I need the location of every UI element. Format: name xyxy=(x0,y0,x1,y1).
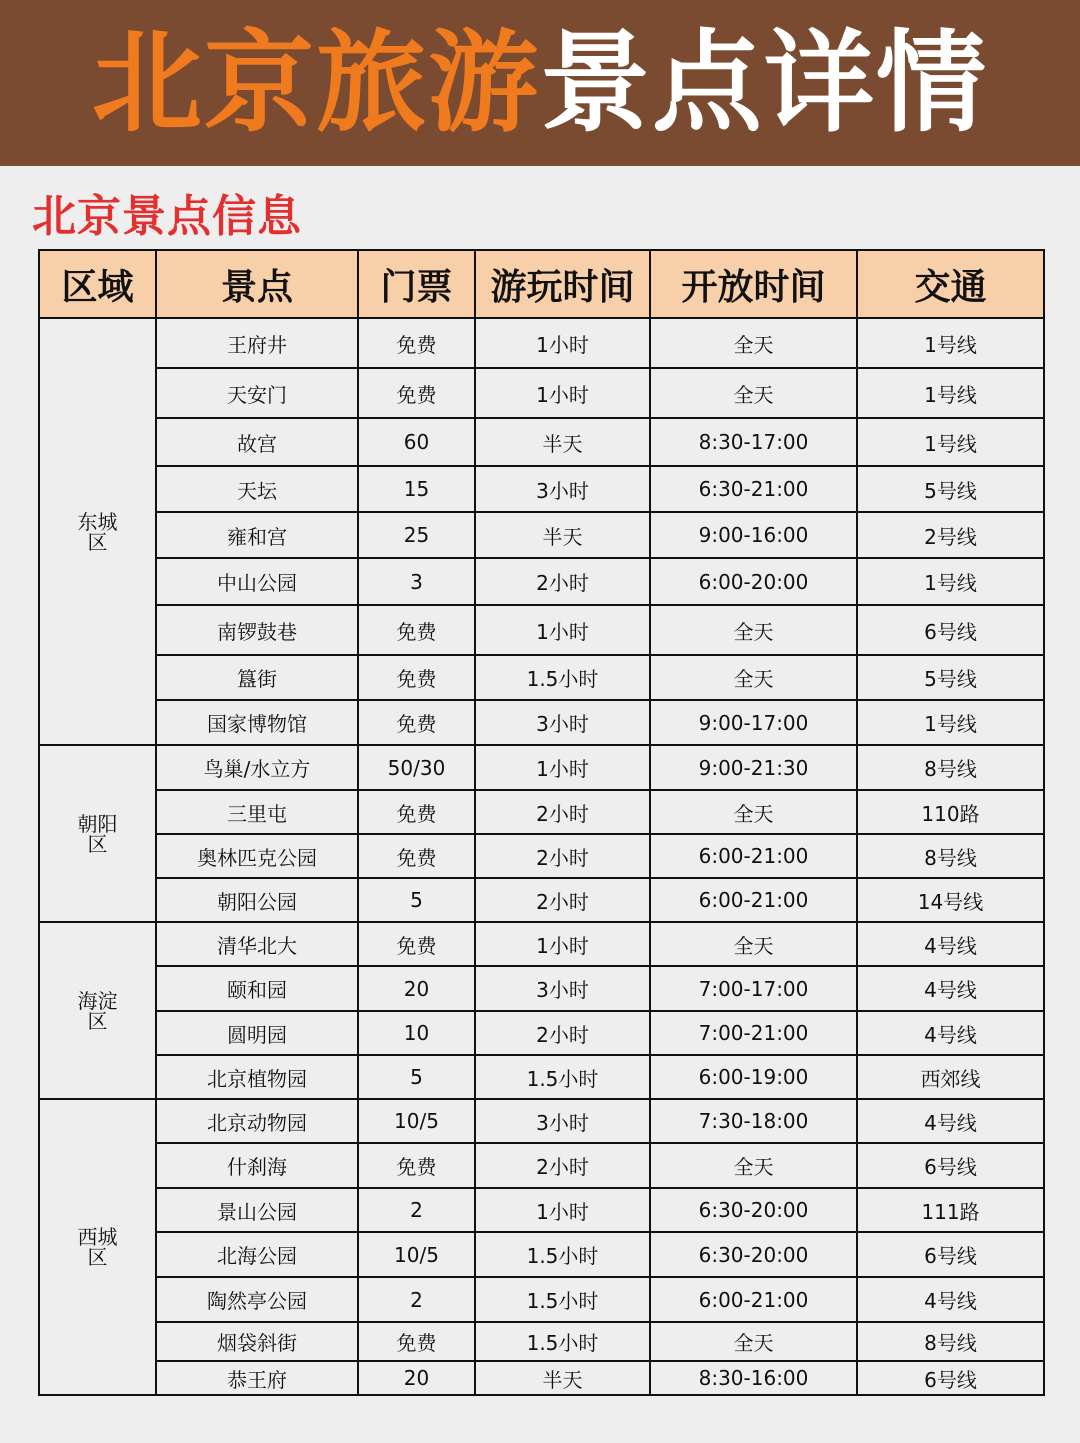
cell-attraction: 雍和宫 xyxy=(156,512,358,558)
cell-ticket: 2 xyxy=(358,1188,475,1232)
cell-ticket: 3 xyxy=(358,558,475,605)
cell-ticket: 5 xyxy=(358,878,475,922)
table-row xyxy=(39,1188,1044,1232)
cell-opening-hours: 8:30-17:00 xyxy=(650,418,857,466)
cell-transport: 8号线 xyxy=(857,1322,1044,1361)
cell-visit-duration: 1.5小时 xyxy=(475,1277,650,1322)
cell-opening-hours: 全天 xyxy=(650,368,857,418)
cell-attraction: 恭王府 xyxy=(156,1361,358,1395)
table-row xyxy=(39,318,1044,368)
cell-attraction: 北京动物园 xyxy=(156,1099,358,1143)
cell-transport: 8号线 xyxy=(857,834,1044,878)
cell-opening-hours: 9:00-21:30 xyxy=(650,745,857,790)
cell-opening-hours: 全天 xyxy=(650,318,857,368)
cell-ticket: 免费 xyxy=(358,655,475,700)
cell-ticket: 免费 xyxy=(358,1322,475,1361)
cell-transport: 1号线 xyxy=(857,700,1044,745)
cell-opening-hours: 8:30-16:00 xyxy=(650,1361,857,1395)
cell-transport: 111路 xyxy=(857,1188,1044,1232)
cell-visit-duration: 2小时 xyxy=(475,558,650,605)
cell-transport: 1号线 xyxy=(857,418,1044,466)
region-label: 东城区 xyxy=(77,509,118,554)
table-body xyxy=(39,318,1044,1395)
cell-ticket: 20 xyxy=(358,966,475,1011)
cell-visit-duration: 3小时 xyxy=(475,1099,650,1143)
cell-opening-hours: 7:30-18:00 xyxy=(650,1099,857,1143)
cell-visit-duration: 3小时 xyxy=(475,466,650,512)
cell-ticket: 免费 xyxy=(358,834,475,878)
cell-ticket: 10/5 xyxy=(358,1232,475,1277)
cell-visit-duration: 1小时 xyxy=(475,1188,650,1232)
cell-opening-hours: 6:00-20:00 xyxy=(650,558,857,605)
cell-transport: 1号线 xyxy=(857,558,1044,605)
attractions-table xyxy=(38,249,1045,1396)
cell-ticket: 20 xyxy=(358,1361,475,1395)
cell-ticket: 免费 xyxy=(358,922,475,966)
table-row xyxy=(39,605,1044,655)
region-label: 西城区 xyxy=(77,1225,118,1269)
title-banner xyxy=(0,0,1080,166)
cell-opening-hours: 6:00-19:00 xyxy=(650,1055,857,1099)
cell-opening-hours: 全天 xyxy=(650,922,857,966)
cell-attraction: 北海公园 xyxy=(156,1232,358,1277)
table-row xyxy=(39,368,1044,418)
table-row xyxy=(39,1055,1044,1099)
cell-visit-duration: 1小时 xyxy=(475,368,650,418)
cell-transport: 6号线 xyxy=(857,1232,1044,1277)
table-row xyxy=(39,1232,1044,1277)
table-row xyxy=(39,466,1044,512)
cell-attraction: 中山公园 xyxy=(156,558,358,605)
cell-attraction: 三里屯 xyxy=(156,790,358,834)
cell-ticket: 免费 xyxy=(358,700,475,745)
cell-opening-hours: 全天 xyxy=(650,1322,857,1361)
cell-visit-duration: 1.5小时 xyxy=(475,1055,650,1099)
cell-ticket: 免费 xyxy=(358,368,475,418)
cell-ticket: 25 xyxy=(358,512,475,558)
cell-opening-hours: 6:30-21:00 xyxy=(650,466,857,512)
cell-opening-hours: 7:00-17:00 xyxy=(650,966,857,1011)
cell-transport: 1号线 xyxy=(857,318,1044,368)
cell-visit-duration: 3小时 xyxy=(475,966,650,1011)
cell-region xyxy=(39,745,156,922)
cell-transport: 5号线 xyxy=(857,466,1044,512)
table-row xyxy=(39,745,1044,790)
cell-ticket: 免费 xyxy=(358,605,475,655)
cell-opening-hours: 全天 xyxy=(650,1143,857,1188)
table-row xyxy=(39,1011,1044,1055)
cell-ticket: 5 xyxy=(358,1055,475,1099)
cell-visit-duration: 3小时 xyxy=(475,700,650,745)
cell-region xyxy=(39,922,156,1099)
cell-transport: 4号线 xyxy=(857,922,1044,966)
cell-ticket: 10 xyxy=(358,1011,475,1055)
cell-transport: 4号线 xyxy=(857,1011,1044,1055)
cell-ticket: 2 xyxy=(358,1277,475,1322)
cell-attraction: 朝阳公园 xyxy=(156,878,358,922)
table-header-row xyxy=(39,250,1044,318)
table-row xyxy=(39,922,1044,966)
table-row xyxy=(39,790,1044,834)
page-title-part1: 北京旅游 xyxy=(92,19,540,147)
table-row xyxy=(39,418,1044,466)
cell-attraction: 景山公园 xyxy=(156,1188,358,1232)
cell-visit-duration: 1小时 xyxy=(475,745,650,790)
cell-opening-hours: 9:00-16:00 xyxy=(650,512,857,558)
cell-ticket: 15 xyxy=(358,466,475,512)
cell-attraction: 圆明园 xyxy=(156,1011,358,1055)
header-transport: 交通 xyxy=(857,250,1044,318)
table-row xyxy=(39,1099,1044,1143)
cell-transport: 8号线 xyxy=(857,745,1044,790)
cell-transport: 4号线 xyxy=(857,966,1044,1011)
cell-attraction: 烟袋斜街 xyxy=(156,1322,358,1361)
cell-ticket: 10/5 xyxy=(358,1099,475,1143)
cell-attraction: 故宫 xyxy=(156,418,358,466)
cell-visit-duration: 2小时 xyxy=(475,878,650,922)
cell-attraction: 北京植物园 xyxy=(156,1055,358,1099)
cell-ticket: 免费 xyxy=(358,1143,475,1188)
header-opening-hours: 开放时间 xyxy=(650,250,857,318)
cell-visit-duration: 1.5小时 xyxy=(475,1232,650,1277)
cell-opening-hours: 全天 xyxy=(650,605,857,655)
cell-region xyxy=(39,1099,156,1395)
cell-ticket: 免费 xyxy=(358,318,475,368)
cell-visit-duration: 半天 xyxy=(475,1361,650,1395)
cell-transport: 4号线 xyxy=(857,1099,1044,1143)
region-label: 朝阳区 xyxy=(77,811,118,856)
cell-transport: 6号线 xyxy=(857,605,1044,655)
page-title-part2: 景点详情 xyxy=(540,19,988,147)
cell-visit-duration: 1小时 xyxy=(475,318,650,368)
cell-transport: 6号线 xyxy=(857,1143,1044,1188)
cell-visit-duration: 1小时 xyxy=(475,922,650,966)
cell-transport: 4号线 xyxy=(857,1277,1044,1322)
header-attraction: 景点 xyxy=(156,250,358,318)
page-title xyxy=(92,19,988,147)
header-visit-duration: 游玩时间 xyxy=(475,250,650,318)
table-row xyxy=(39,1322,1044,1361)
table-row xyxy=(39,700,1044,745)
cell-attraction: 国家博物馆 xyxy=(156,700,358,745)
cell-ticket: 免费 xyxy=(358,790,475,834)
cell-visit-duration: 1.5小时 xyxy=(475,1322,650,1361)
cell-transport: 5号线 xyxy=(857,655,1044,700)
cell-opening-hours: 6:00-21:00 xyxy=(650,1277,857,1322)
table-row xyxy=(39,834,1044,878)
cell-attraction: 天坛 xyxy=(156,466,358,512)
cell-visit-duration: 2小时 xyxy=(475,834,650,878)
cell-attraction: 奥林匹克公园 xyxy=(156,834,358,878)
cell-opening-hours: 7:00-21:00 xyxy=(650,1011,857,1055)
cell-transport: 西郊线 xyxy=(857,1055,1044,1099)
table-row xyxy=(39,878,1044,922)
cell-attraction: 什刹海 xyxy=(156,1143,358,1188)
table-row xyxy=(39,558,1044,605)
cell-opening-hours: 6:30-20:00 xyxy=(650,1188,857,1232)
cell-opening-hours: 9:00-17:00 xyxy=(650,700,857,745)
region-label: 海淀区 xyxy=(77,988,118,1033)
cell-opening-hours: 全天 xyxy=(650,790,857,834)
table-row xyxy=(39,966,1044,1011)
cell-attraction: 簋街 xyxy=(156,655,358,700)
table-row xyxy=(39,1277,1044,1322)
cell-attraction: 天安门 xyxy=(156,368,358,418)
table-row xyxy=(39,512,1044,558)
cell-ticket: 50/30 xyxy=(358,745,475,790)
cell-visit-duration: 半天 xyxy=(475,512,650,558)
cell-visit-duration: 2小时 xyxy=(475,1143,650,1188)
cell-attraction: 颐和园 xyxy=(156,966,358,1011)
cell-visit-duration: 2小时 xyxy=(475,790,650,834)
cell-visit-duration: 1小时 xyxy=(475,605,650,655)
cell-visit-duration: 1.5小时 xyxy=(475,655,650,700)
header-region: 区域 xyxy=(39,250,156,318)
table-row xyxy=(39,1361,1044,1395)
cell-ticket: 60 xyxy=(358,418,475,466)
cell-opening-hours: 6:00-21:00 xyxy=(650,834,857,878)
cell-opening-hours: 6:30-20:00 xyxy=(650,1232,857,1277)
cell-opening-hours: 全天 xyxy=(650,655,857,700)
cell-transport: 2号线 xyxy=(857,512,1044,558)
cell-attraction: 陶然亭公园 xyxy=(156,1277,358,1322)
cell-transport: 14号线 xyxy=(857,878,1044,922)
cell-visit-duration: 2小时 xyxy=(475,1011,650,1055)
cell-region xyxy=(39,318,156,745)
cell-transport: 6号线 xyxy=(857,1361,1044,1395)
cell-attraction: 南锣鼓巷 xyxy=(156,605,358,655)
table-row xyxy=(39,655,1044,700)
cell-attraction: 鸟巢/水立方 xyxy=(156,745,358,790)
cell-attraction: 清华北大 xyxy=(156,922,358,966)
cell-transport: 110路 xyxy=(857,790,1044,834)
header-ticket: 门票 xyxy=(358,250,475,318)
cell-opening-hours: 6:00-21:00 xyxy=(650,878,857,922)
cell-visit-duration: 半天 xyxy=(475,418,650,466)
cell-attraction: 王府井 xyxy=(156,318,358,368)
table-row xyxy=(39,1143,1044,1188)
section-heading: 北京景点信息 xyxy=(32,191,302,242)
cell-transport: 1号线 xyxy=(857,368,1044,418)
